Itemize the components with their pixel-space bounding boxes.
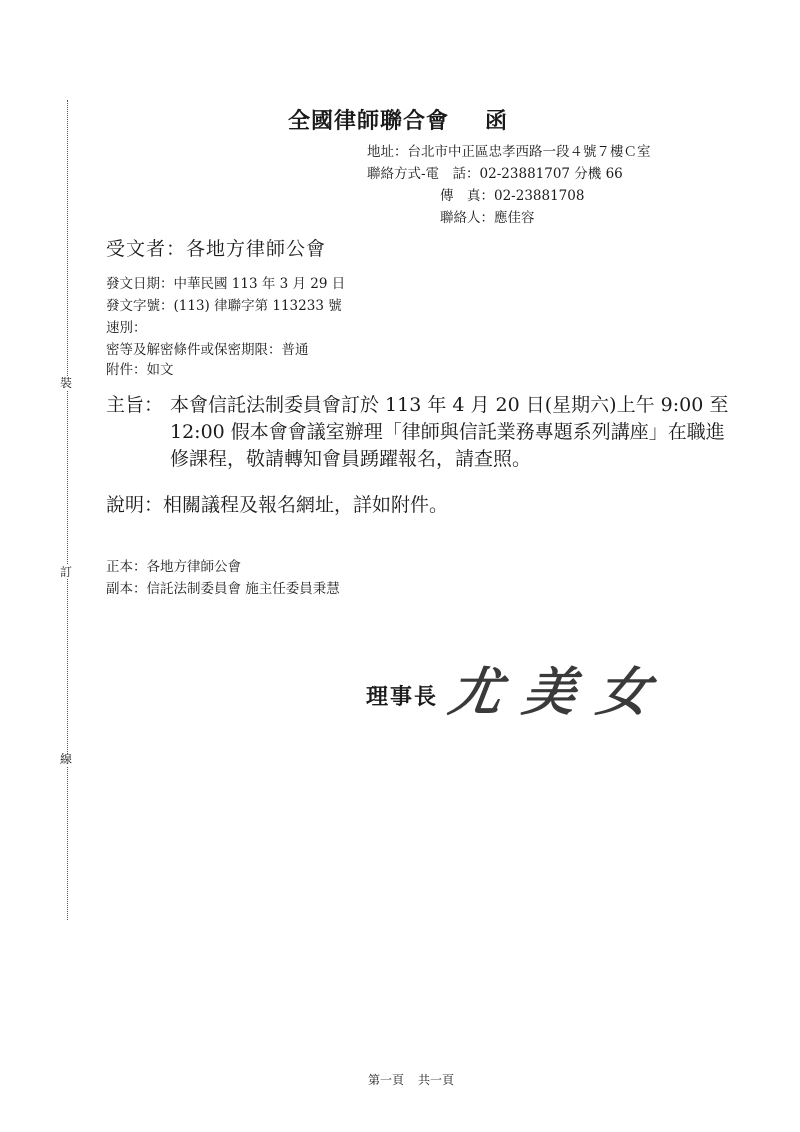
speed-class: 速別：	[106, 320, 147, 336]
page-number: 第一頁	[368, 1073, 405, 1087]
page-footer	[368, 1071, 454, 1088]
subject-section	[106, 392, 730, 473]
document-number: 發文字號：(113) 律聯字第 113233 號	[106, 298, 342, 314]
binding-mark-ding: 訂	[60, 565, 73, 579]
binding-mark-zhuang: 裝	[60, 376, 73, 390]
phone: 聯絡方式-電 話：02-23881707 分機 66	[367, 166, 623, 182]
binding-line	[67, 100, 68, 920]
copy-recipient: 副本：信託法制委員會 施主任委員秉慧	[106, 581, 340, 597]
explanation: 說明：相關議程及報名網址，詳如附件。	[106, 494, 449, 516]
signature-title: 理事長	[366, 684, 439, 710]
document-type: 函	[485, 108, 509, 134]
page-total: 共一頁	[418, 1073, 455, 1087]
issue-date: 發文日期：中華民國 113 年 3 月 29 日	[106, 276, 346, 292]
original-recipient: 正本：各地方律師公會	[106, 559, 241, 575]
organization-name: 全國律師聯合會	[288, 108, 450, 134]
subject-text: 本會信託法制委員會訂於 113 年 4 月 20 日(星期六)上午 9:00 至 12:00 假本會會議室辦理「律師與信託業務專題系列講座」在職進修課程，敬請轉知會員踴躍報名，請查照。	[170, 394, 729, 470]
document-title	[288, 104, 508, 135]
subject-label: 主旨：	[106, 394, 164, 416]
recipient: 受文者：各地方律師公會	[106, 238, 327, 260]
security-level: 密等及解密條件或保密期限：普通	[106, 342, 309, 358]
binding-mark-xian: 線	[60, 752, 73, 766]
contact-person: 聯絡人：應佳容	[440, 210, 535, 226]
address: 地址：台北市中正區忠孝西路一段４號７樓Ｃ室	[367, 144, 651, 160]
fax: 傳 真：02-23881708	[440, 188, 585, 204]
signature-name: 尤美女	[445, 662, 676, 723]
attachment: 附件：如文	[106, 362, 174, 378]
